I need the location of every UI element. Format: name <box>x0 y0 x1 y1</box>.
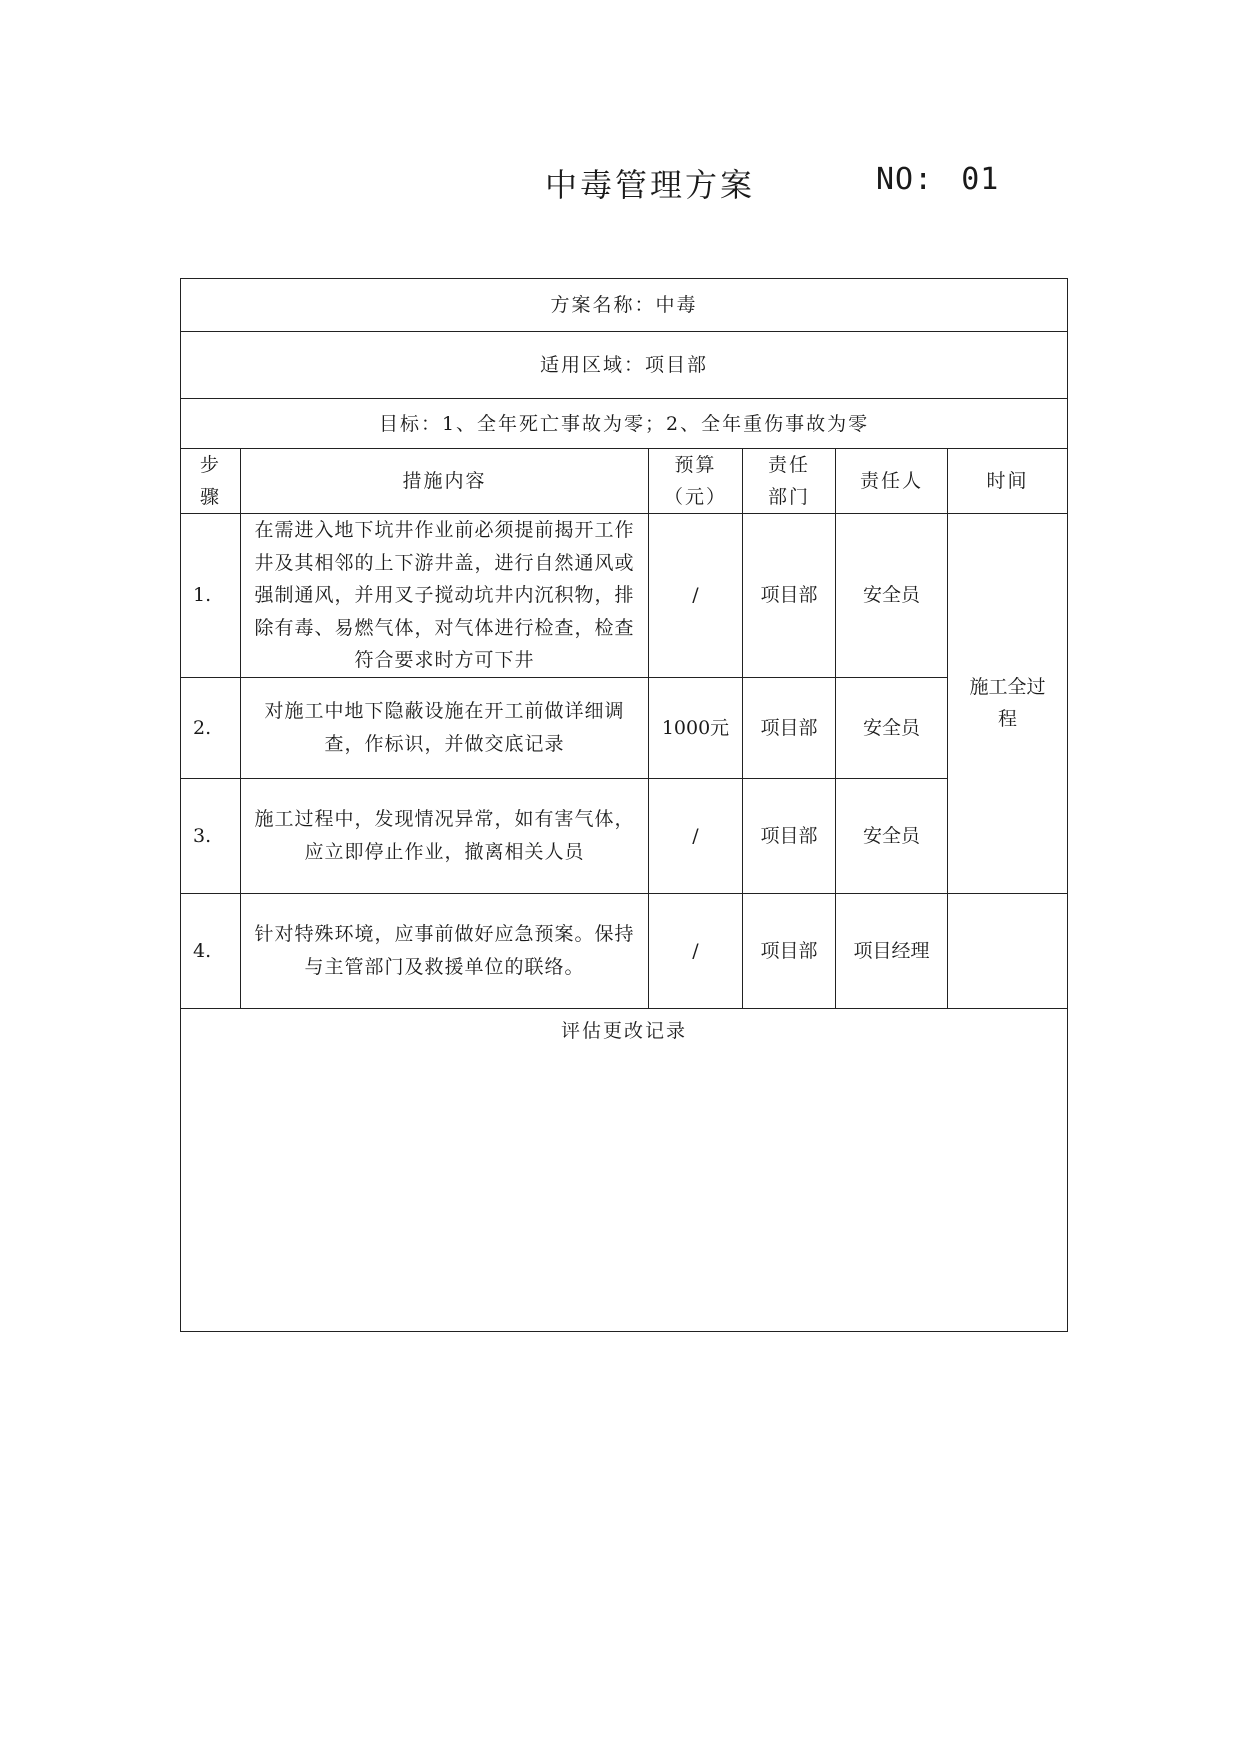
measure-text: 对施工中地下隐蔽设施在开工前做详细调查，作标识，并做交底记录 <box>241 677 649 778</box>
review-row <box>181 1008 1068 1331</box>
header-step: 步骤 <box>181 449 241 514</box>
table-row <box>181 514 1068 678</box>
responsible-dept: 项目部 <box>743 778 836 893</box>
step-number: 2. <box>181 677 241 778</box>
plan-table <box>180 278 1068 1332</box>
review-record: 评估更改记录 <box>181 1008 1068 1331</box>
step-number: 1. <box>181 514 241 678</box>
measure-text: 在需进入地下坑井作业前必须提前揭开工作井及其相邻的上下游井盖，进行自然通风或强制通风，并用叉子搅动坑井内沉积物，排除有毒、易燃气体，对气体进行检查，检查符合要求时方可下井 <box>241 514 649 678</box>
table-row <box>181 778 1068 893</box>
header-time: 时间 <box>948 449 1068 514</box>
budget-value: / <box>649 893 743 1008</box>
header-dept: 责任部门 <box>743 449 836 514</box>
plan-name-row <box>181 279 1068 332</box>
step-number: 3. <box>181 778 241 893</box>
budget-value: / <box>649 514 743 678</box>
time-merged: 施工全过程 <box>948 514 1068 894</box>
responsible-person: 安全员 <box>836 514 948 678</box>
step-number: 4. <box>181 893 241 1008</box>
table-row <box>181 677 1068 778</box>
measure-text: 针对特殊环境，应事前做好应急预案。保持与主管部门及救援单位的联络。 <box>241 893 649 1008</box>
number-value: 01 <box>961 162 1000 197</box>
table-row <box>181 893 1068 1008</box>
document-title: 中毒管理方案 <box>545 166 756 204</box>
header-row <box>181 449 1068 514</box>
plan-name: 方案名称：中毒 <box>181 279 1068 332</box>
scope-row <box>181 332 1068 399</box>
responsible-person: 安全员 <box>836 778 948 893</box>
document-number <box>876 162 999 197</box>
goal-row <box>181 399 1068 449</box>
responsible-person: 项目经理 <box>836 893 948 1008</box>
number-label: NO: <box>876 162 934 197</box>
responsible-person: 安全员 <box>836 677 948 778</box>
responsible-dept: 项目部 <box>743 514 836 678</box>
responsible-dept: 项目部 <box>743 893 836 1008</box>
measure-text: 施工过程中，发现情况异常，如有害气体，应立即停止作业，撤离相关人员 <box>241 778 649 893</box>
goal: 目标：1、全年死亡事故为零；2、全年重伤事故为零 <box>181 399 1068 449</box>
header-person: 责任人 <box>836 449 948 514</box>
scope: 适用区域：项目部 <box>181 332 1068 399</box>
budget-value: / <box>649 778 743 893</box>
time-empty <box>948 893 1068 1008</box>
header-budget: 预算（元） <box>649 449 743 514</box>
header-measure: 措施内容 <box>241 449 649 514</box>
budget-value: 1000元 <box>649 677 743 778</box>
responsible-dept: 项目部 <box>743 677 836 778</box>
